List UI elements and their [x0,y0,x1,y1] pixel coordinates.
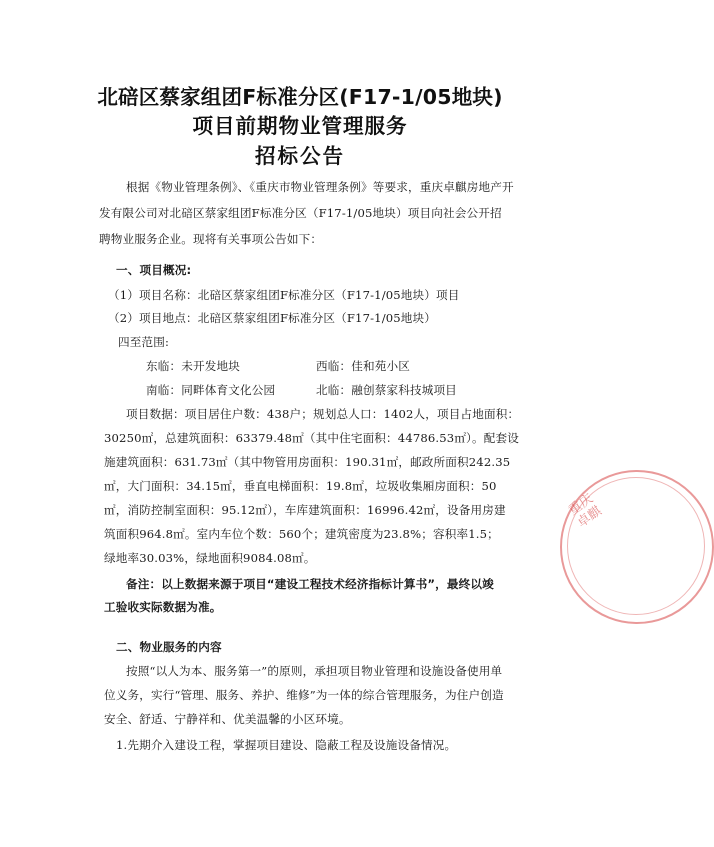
title-line-3: 招标公告 [255,144,345,168]
data-line-3: 施建筑面积：631.73㎡（其中物管用房面积：190.31㎡，邮政所面积242.35 [104,455,511,469]
service-line-2: 位义务，实行“管理、服务、养护、维修”为一体的综合管理服务，为住户创造 [104,688,504,702]
project-name: （1）项目名称：北碚区蔡家组团F标准分区（F17-1/05地块）项目 [108,288,460,302]
data-line-7: 绿地率30.03%，绿地面积9084.08㎡。 [104,551,316,565]
data-line-1: 项目数据：项目居住户数：438户；规划总人口：1402人，项目占地面积： [126,407,520,421]
intro-line-1: 根据《物业管理条例》、《重庆市物业管理条例》等要求，重庆卓麒房地产开 [126,180,514,194]
boundary-west: 西临：佳和苑小区 [316,359,410,373]
boundary-south: 南临：同畔体育文化公园 [146,383,276,397]
title-line-1: 北碚区蔡家组团F标准分区(F17-1/05地块) [97,85,503,109]
boundary-label: 四至范围: [118,335,170,349]
service-line-3: 安全、舒适、宁静祥和、优美温馨的小区环境。 [104,712,351,726]
service-item-1: 1.先期介入建设工程，掌握项目建设、隐蔽工程及设施设备情况。 [116,738,457,752]
data-line-4: ㎡，大门面积：34.15㎡，垂直电梯面积：19.8㎡，垃圾收集厢房面积：50 [104,479,497,493]
data-line-5: ㎡，消防控制室面积：95.12㎡），车库建筑面积：16996.42㎡，设备用房建 [104,503,506,517]
project-location: （2）项目地点：北碚区蔡家组团F标准分区（F17-1/05地块） [108,311,437,325]
boundary-north: 北临：融创蔡家科技城项目 [316,383,457,397]
note-line-2: 工验收实际数据为准。 [104,600,222,614]
title-line-2: 项目前期物业管理服务 [192,114,408,138]
section2-heading: 二、物业服务的内容 [116,640,222,654]
company-seal-text: 重庆卓麒 [566,491,605,531]
data-line-2: 30250㎡，总建筑面积：63379.48㎡（其中住宅面积：44786.53㎡）。配套设 [104,431,519,445]
intro-line-2: 发有限公司对北碚区蔡家组团F标准分区（F17-1/05地块）项目向社会公开招 [99,206,502,220]
note-line-1: 备注：以上数据来源于项目“建设工程技术经济指标计算书”，最终以竣 [126,577,494,591]
data-line-6: 筑面积964.8㎡。室内车位个数：560个；建筑密度为23.8%；容积率1.5； [104,527,499,541]
section1-heading: 一、项目概况: [116,263,192,277]
service-line-1: 按照“以人为本、服务第一”的原则，承担项目物业管理和设施设备使用单 [126,664,503,678]
boundary-east: 东临：未开发地块 [146,359,240,373]
intro-line-3: 聘物业服务企业。现将有关事项公告如下： [99,232,323,246]
